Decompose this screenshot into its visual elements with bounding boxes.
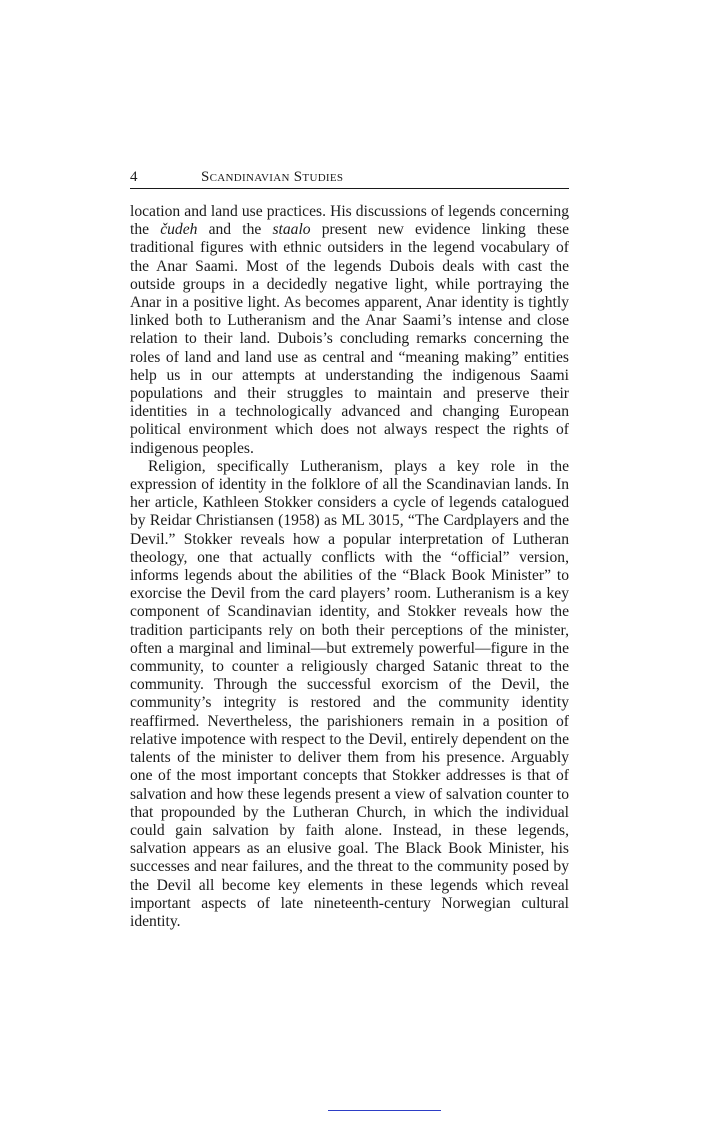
term-staalo: staalo: [272, 221, 311, 239]
paragraph-1: [130, 203, 569, 458]
running-head: [130, 168, 569, 189]
body-text: [130, 203, 569, 931]
page-number: 4: [130, 169, 138, 185]
journal-title: Scandinavian Studies: [201, 169, 344, 185]
paragraph-1-text-c: present new evidence linking these traditional figures with ethnic outsiders in the legend vocabulary of the Anar Saami. Most of the legends Dubois deals with cast the outside groups in a decidedly negative light, while portraying the Anar in a positive light. As becomes apparent, Anar identity is tightly linked both to Lutheranism and the Anar Saami’s intense and close relation to their land. Dubois’s concluding remarks concerning the roles of land and land use as central and “meaning making” entities help us in our attempts at understanding the indigenous Saami populations and their struggles to maintain and preserve their identities in a technologically advanced and changing European political environment which does not always respect the rights of indigenous peoples.: [130, 221, 569, 457]
paragraph-1-text-b: and the: [197, 221, 273, 239]
term-cudeh: čudeh: [160, 221, 198, 239]
footer-rule: [328, 1110, 441, 1111]
paragraph-1-text-a: location and land use practices. His discussions of legends concerning the: [130, 203, 569, 239]
paragraph-2: Religion, specifically Lutheranism, plays a key role in the expression of identity in the folklore of all the Scandinavian lands. In her article, Kathleen Stokker considers a cycle of legends catalogued by Reidar Christiansen (1958) as ML 3015, “The Cardplayers and the Devil.” Stokker reveals how a popular interpretation of Lutheran theology, one that actually conflicts with the “official” version, informs legends about the abilities of the “Black Book Minister” to exorcise the Devil from the card players’ room. Lutheranism is a key component of Scandinavian identity, and Stokker reveals how the tradition participants rely on both their perceptions of the minister, often a marginal and liminal—but extremely powerful—figure in the community, to counter a religiously charged Satanic threat to the community. Through the successful exorcism of the Devil, the community’s integrity is restored and the community identity reaffirmed. Nevertheless, the parishioners remain in a position of relative impotence with respect to the Devil, entirely dependent on the talents of the minister to deliver them from his presence. Arguably one of the most important concepts that Stokker addresses is that of salvation and how these legends present a view of salvation counter to that propounded by the Lutheran Church, in which the individual could gain salvation by faith alone. Instead, in these legends, salvation appears as an elusive goal. The Black Book Minister, his successes and near failures, and the threat to the community posed by the Devil all become key elements in these legends which reveal important aspects of late nineteenth-century Norwegian cultural identity.: [130, 457, 569, 930]
